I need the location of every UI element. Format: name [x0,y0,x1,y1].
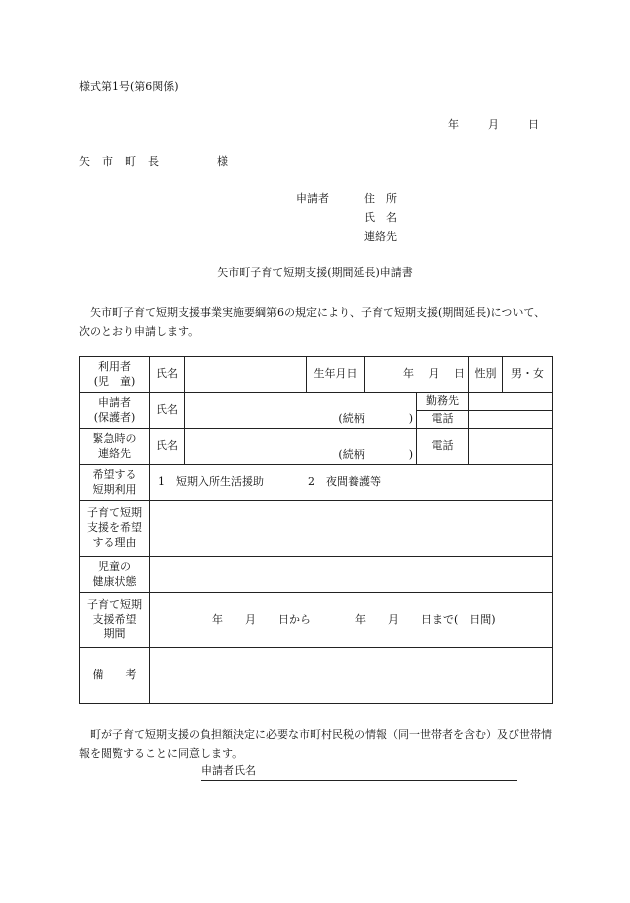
health-label-line-1: 児童の [98,559,131,573]
signature-field[interactable] [201,764,517,781]
health-label-line-2: 健康状態 [92,574,137,588]
reason-field[interactable] [150,501,553,557]
health-header-cell [80,557,150,593]
table-row [80,429,553,465]
guardian-phone-label: 電話 [417,411,469,429]
user-name-label: 氏名 [150,357,185,393]
emergency-phone-label: 電話 [417,429,469,465]
table-row [80,648,553,704]
guardian-label-line-2: (保護者) [93,410,136,424]
guardian-name-field[interactable] [185,393,417,429]
date-month: 月 [488,118,499,131]
reason-label-line-3: する理由 [92,535,137,549]
emergency-header-cell [80,429,150,465]
remarks-label: 備 考 [80,648,150,704]
period-label-line-2: 支援希望 [92,612,137,626]
consent-paragraph: 町が子育て短期支援の負担額決定に必要な市町村民税の情報（同一世帯者を含む）及び世帯情報を閲覧することに同意します。 [79,728,552,760]
guardian-phone-field[interactable] [469,411,553,429]
desired-header-cell [80,465,150,501]
addressee: 矢 市 町 長 様 [79,155,229,168]
emergency-label-line-1: 緊急時の [92,431,137,445]
user-label-line-1: 利用者 [98,359,131,373]
application-table [79,356,553,704]
applicant-label: 申請者 [296,192,329,205]
period-header-cell [80,593,150,648]
health-field[interactable] [150,557,553,593]
desired-service-field[interactable]: 1 短期入所生活援助 2 夜間養護等 [150,465,553,501]
signature-label: 申請者氏名 [201,764,256,777]
document-title: 矢市町子育て短期支援(期間延長)申請書 [217,266,413,279]
applicant-address-label: 住 所 [364,192,397,205]
form-number: 様式第1号(第6関係) [79,80,179,93]
sex-options[interactable]: 男・女 [503,357,553,393]
table-row [80,357,553,393]
period-label-line-1: 子育て短期 [87,597,142,611]
table-row [80,557,553,593]
intro-paragraph: 矢市町子育て短期支援事業実施要綱第6の規定により、子育て短期支援(期間延長)について、次のとおり申請します。 [79,306,546,338]
date-line [448,118,539,133]
reason-label-line-2: 支援を希望 [87,521,142,535]
guardian-name-label: 氏名 [150,393,185,429]
applicant-contact-label: 連絡先 [364,230,397,243]
desired-label-line-1: 希望する [92,467,137,481]
guardian-relation: (続柄 ) [338,412,413,426]
workplace-label: 勤務先 [417,393,469,411]
birthdate-label: 生年月日 [307,357,365,393]
user-header-cell [80,357,150,393]
user-name-field[interactable] [185,357,307,393]
emergency-relation: (続柄 ) [338,448,413,462]
table-row [80,593,553,648]
date-year: 年 [448,118,459,131]
table-row [80,393,553,411]
guardian-header-cell [80,393,150,429]
table-row [80,501,553,557]
reason-label-line-1: 子育て短期 [87,506,142,520]
emergency-name-label: 氏名 [150,429,185,465]
desired-label-line-2: 短期利用 [92,482,137,496]
period-field[interactable]: 年 月 日から 年 月 日まで( 日間) [150,593,553,648]
remarks-field[interactable] [150,648,553,704]
emergency-name-field[interactable] [185,429,417,465]
table-row [80,465,553,501]
applicant-name-label: 氏 名 [364,211,397,224]
date-day: 日 [528,118,539,131]
birthdate-field[interactable]: 年 月 日 [365,357,469,393]
user-label-line-2: (児 童) [93,374,136,388]
workplace-field[interactable] [469,393,553,411]
emergency-label-line-2: 連絡先 [98,446,131,460]
emergency-phone-field[interactable] [469,429,553,465]
reason-header-cell [80,501,150,557]
sex-label: 性別 [469,357,503,393]
period-label-line-3: 期間 [103,627,126,641]
guardian-label-line-1: 申請者 [98,395,131,409]
